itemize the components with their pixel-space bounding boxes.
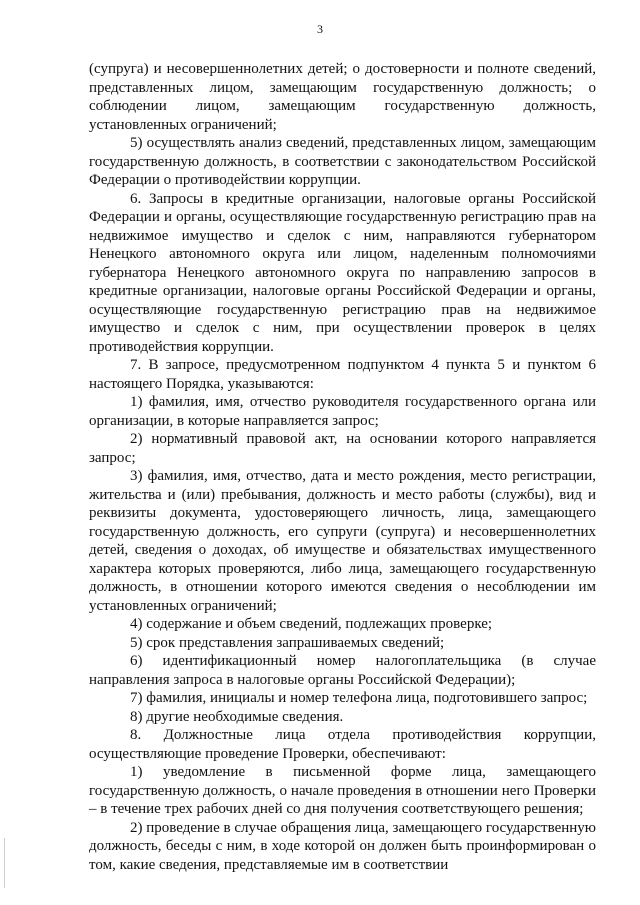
- paragraph: (супруга) и несовершеннолетних детей; о достоверности и полноте сведений, представленных лицом, замещающим государственную должность; о соблюдении лицом, замещающим государственную должность, установленных ограничений;: [89, 61, 596, 133]
- list-item: 4) содержание и объем сведений, подлежащих проверке;: [130, 616, 493, 632]
- list-item: 2) проведение в случае обращения лица, замещающего государственную должность, беседы с ним, в ходе которой он должен быть проинформирован о том, какие сведения, представляемые им в соответствии: [89, 819, 596, 873]
- list-item: 6) идентификационный номер налогоплательщика (в случае направления запроса в налоговые органы Российской Федерации);: [89, 653, 596, 688]
- body-text: [89, 60, 596, 874]
- paragraph: 7. В запросе, предусмотренном подпунктом 4 пункта 5 и пунктом 6 настоящего Порядка, указываются:: [89, 357, 596, 392]
- list-item: 1) фамилия, имя, отчество руководителя государственного органа или организации, в которые направляется запрос;: [89, 394, 596, 429]
- list-item: 2) нормативный правовой акт, на основании которого направляется запрос;: [89, 431, 596, 466]
- paragraph: 5) осуществлять анализ сведений, представленных лицом, замещающим государственную должность, в соответствии с законодательством Российской Федерации о противодействии коррупции.: [89, 135, 596, 188]
- paragraph: 8. Должностные лица отдела противодействия коррупции, осуществляющие проведение Проверки, обеспечивают:: [89, 727, 596, 762]
- page-number: 3: [317, 22, 323, 36]
- list-item: 7) фамилия, инициалы и номер телефона лица, подготовившего запрос;: [130, 690, 588, 706]
- scan-margin-mark: [4, 838, 5, 888]
- list-item: 1) уведомление в письменной форме лица, замещающего государственную должность, о начале проведения в отношении него Проверки – в течение трех рабочих дней со дня получения соответствующего решения;: [89, 764, 596, 817]
- list-item: 8) другие необходимые сведения.: [130, 708, 344, 725]
- list-item: 3) фамилия, имя, отчество, дата и место рождения, место регистрации, жительства и (или) пребывания, должность и место работы (службы), вид и реквизиты документа, удостоверяющего личность, лица, замещающего государственную должность, его супруги (супруга) и несовершеннолетних детей, сведения о доходах, об имуществе и обязательствах имущественного характера которых проверяются, либо лица, замещающего государственную должность, в отношении которого имеются сведения о несоблюдении им установленных ограничений;: [89, 468, 596, 614]
- paragraph: 6. Запросы в кредитные организации, налоговые органы Российской Федерации и органы, осуществляющие государственную регистрацию прав на недвижимое имущество и сделок с ним, направляются губернатором Ненецкого автономного округа или лицом, наделенным полномочиями губернатора Ненецкого автономного округа по направлению запросов в кредитные организации, налоговые органы Российской Федерации и органы, осуществляющие государственную регистрацию прав на недвижимое имущество и сделок с ним, при осуществлении проверок в целях противодействия коррупции.: [89, 190, 596, 355]
- list-item: 5) срок представления запрашиваемых сведений;: [130, 634, 445, 651]
